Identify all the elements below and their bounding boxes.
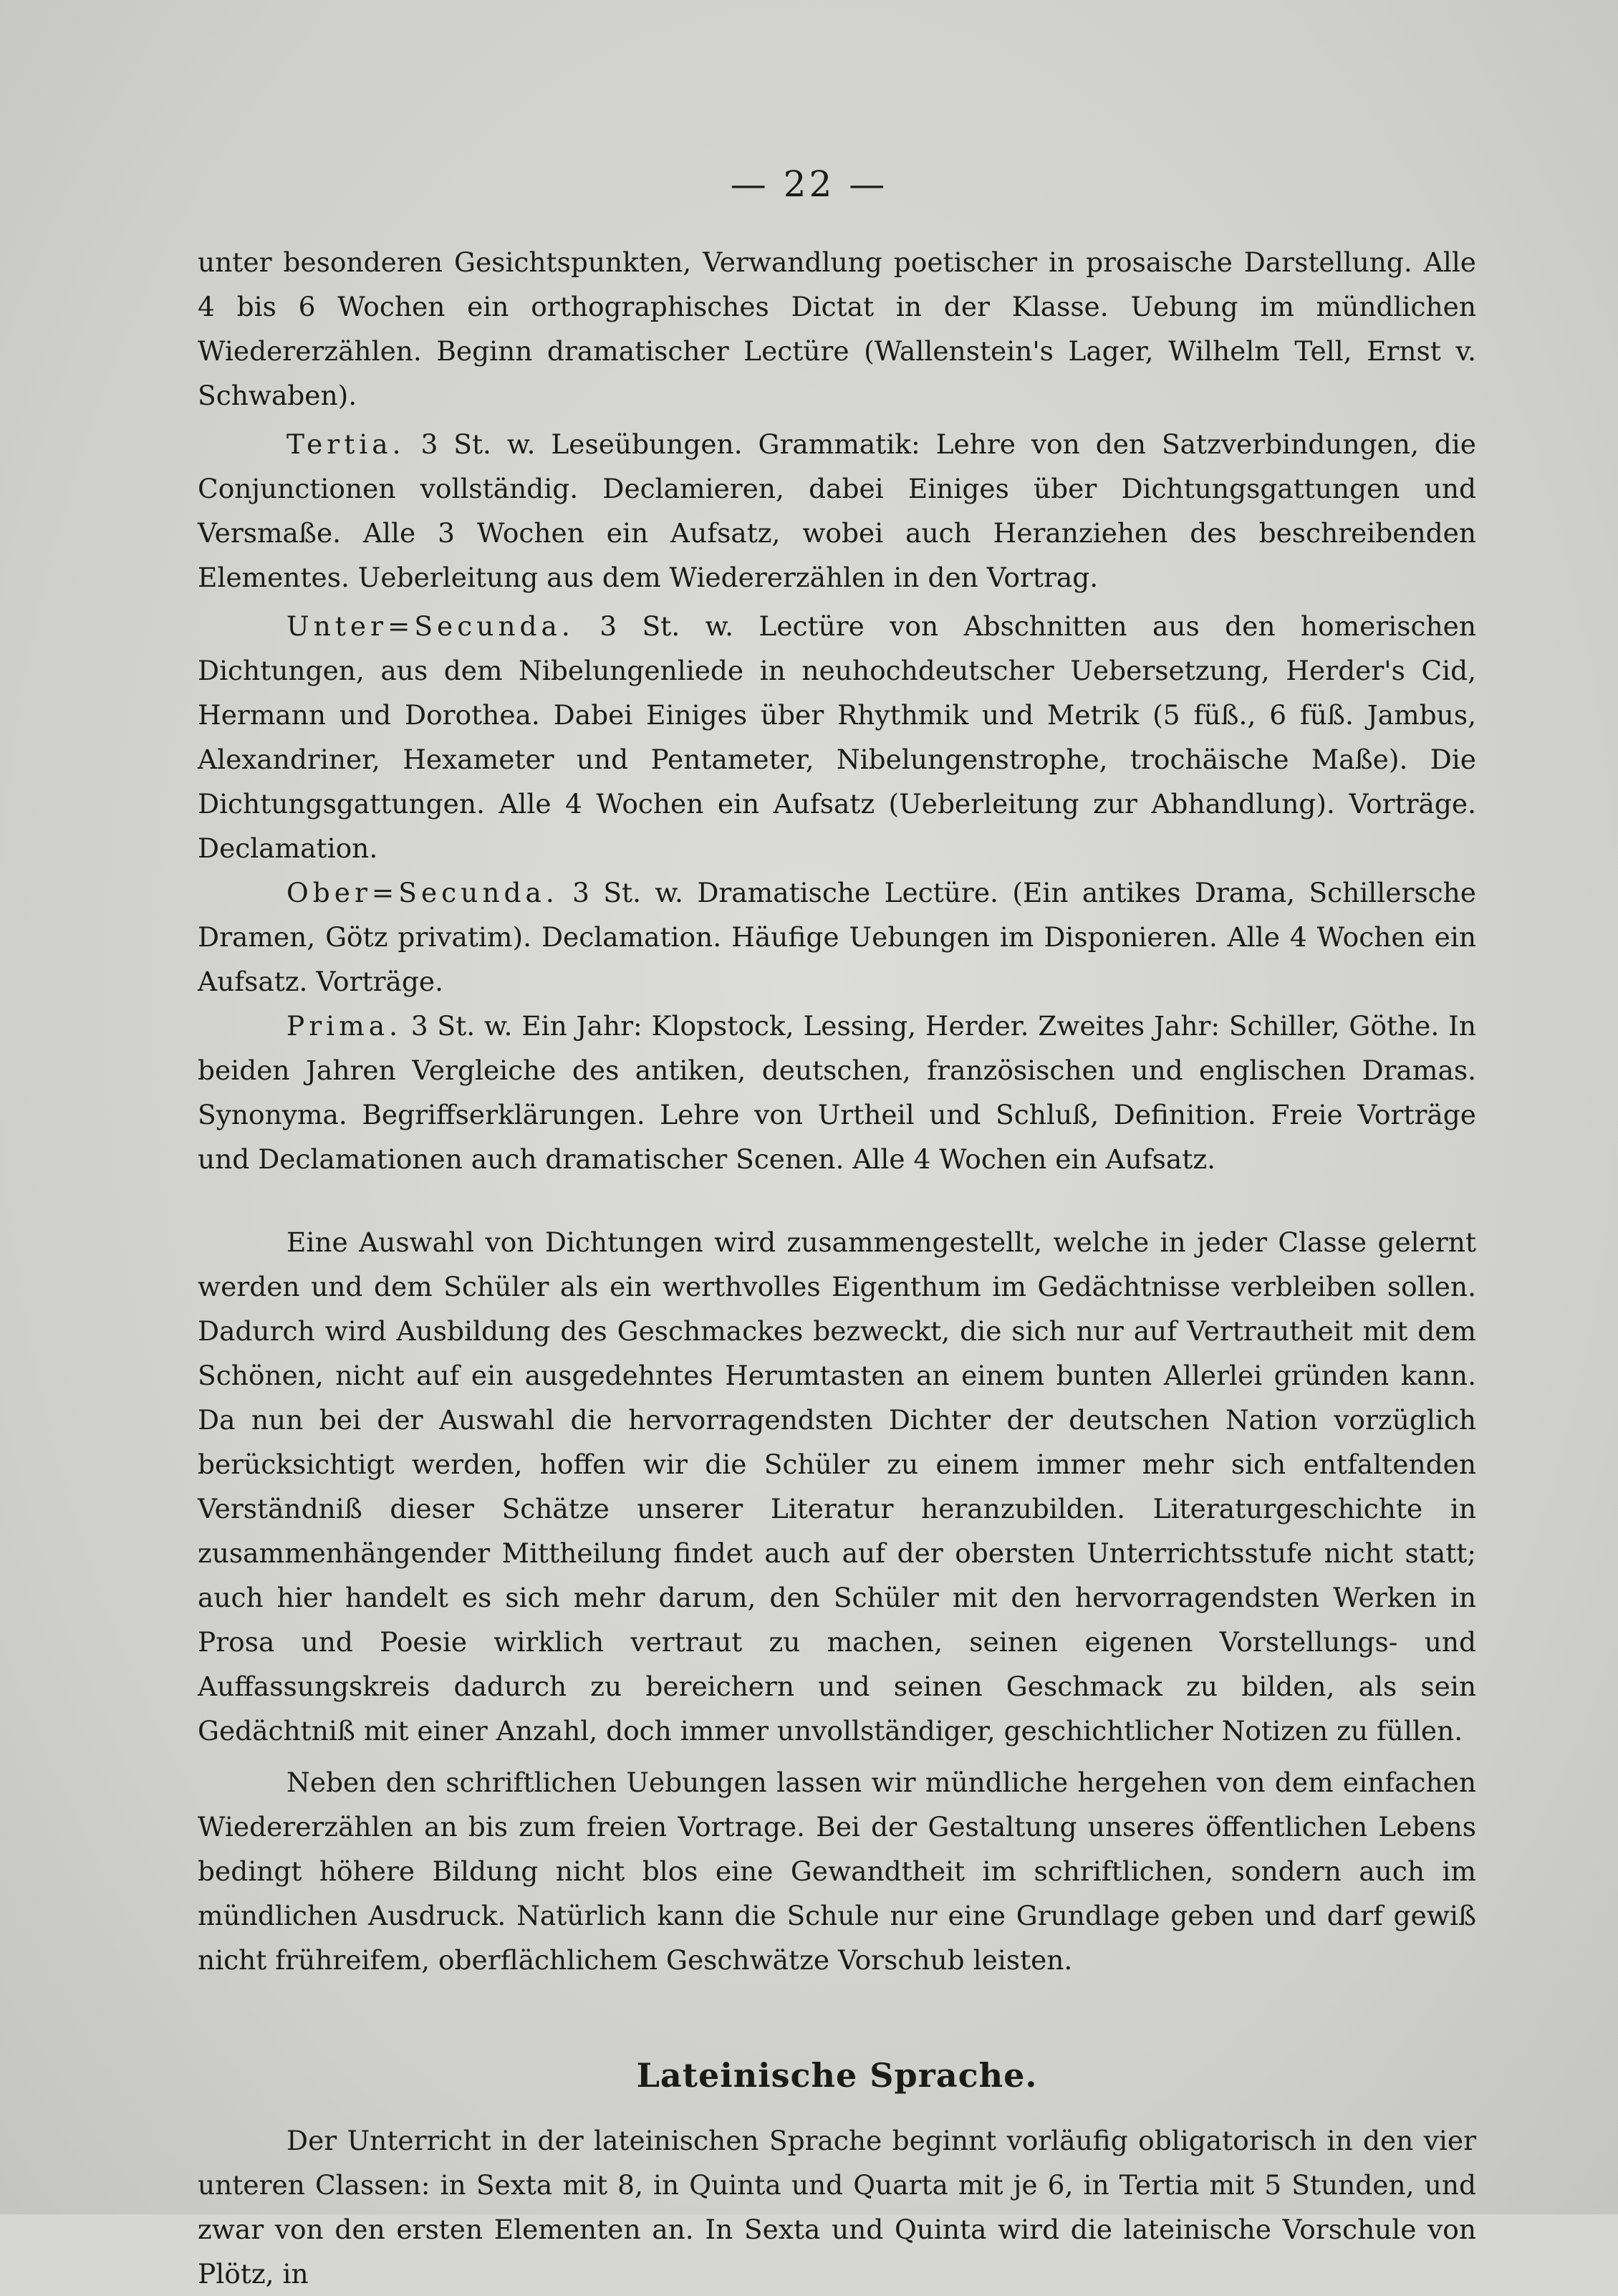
paragraph-text: unter besonderen Gesichtspunkten, Verwandlung poetischer in prosaische Darstellung. Alle 4 bis 6 Wochen ein orthographisches Dictat in der Klasse. Uebung im mündlichen Wiedererzählen. Beginn dramatischer Lectüre (Wallenstein's Lager, Wilhelm Tell, Ernst v. Schwaben). [198,246,1476,411]
page-body [198,240,1476,2296]
paragraph-ober-secunda [198,870,1476,1004]
class-label-ober-secunda: Ober=Secunda. [286,877,559,908]
paragraph-text: 3 St. w. Dramatische Lectüre. (Ein antikes Drama, Schillersche Dramen, Götz privatim). Declamation. Häufige Uebungen im Disponieren. Alle 4 Wochen ein Aufsatz. Vorträge. [198,877,1476,997]
paragraph-text: Neben den schriftlichen Uebungen lassen wir mündliche hergehen von dem einfachen Wiedererzählen an bis zum freien Vortrage. Bei der Gestaltung unseres öffentlichen Lebens bedingt höhere Bildung nicht blos eine Gewandtheit im schriftlichen, sondern auch im mündlichen Ausdruck. Natürlich kann die Schule nur eine Grundlage geben und darf gewiß nicht frühreifem, oberflächlichem Geschwätze Vorschub leisten. [198,1767,1476,1976]
paragraph-text: 3 St. w. Ein Jahr: Klopstock, Lessing, Herder. Zweites Jahr: Schiller, Göthe. In beiden Jahren Vergleiche des antiken, deutschen, französischen und englischen Dramas. Synonyma. Begriffserklärungen. Lehre von Urtheil und Schluß, Definition. Freie Vorträge und Declamationen auch dramatischer Scenen. Alle 4 Wochen ein Aufsatz. [198,1010,1476,1175]
paragraph-text: 3 St. w. Lectüre von Abschnitten aus den homerischen Dichtungen, aus dem Nibelungenliede in neuhochdeutscher Uebersetzung, Herder's Cid, Hermann und Dorothea. Dabei Einiges über Rhythmik und Metrik (5 füß., 6 füß. Jambus, Alexandriner, Hexameter und Pentameter, Nibelungenstrophe, trochäische Maße). Die Dichtungsgattungen. Alle 4 Wochen ein Aufsatz (Ueberleitung zur Abhandlung). Vorträge. Declamation. [198,610,1476,864]
paragraph-prima [198,1004,1476,1181]
paragraph-text: Eine Auswahl von Dichtungen wird zusammengestellt, welche in jeder Classe gelernt werden und dem Schüler als ein werthvolles Eigenthum im Gedächtnisse verbleiben sollen. Dadurch wird Ausbildung des Geschmackes bezweckt, die sich nur auf Vertrautheit mit dem Schönen, nicht auf ein ausgedehntes Herumtasten an einem bunten Allerlei gründen kann. Da nun bei der Auswahl die hervorragendsten Dichter der deutschen Nation vorzüglich berücksichtigt werden, hoffen wir die Schüler zu einem immer mehr sich entfaltenden Verständniß dieser Schätze unserer Literatur heranzubilden. Literaturgeschichte in zusammenhängender Mittheilung findet auch auf der obersten Unterrichtsstufe nicht statt; auch hier handelt es sich mehr darum, den Schüler mit den hervorragendsten Werken in Prosa und Poesie wirklich vertraut zu machen, seinen eigenen Vorstellungs- und Auffassungskreis dadurch zu bereichern und seinen Geschmack zu bilden, als sein Gedächtniß mit einer Anzahl, doch immer unvollständiger, geschichtlicher Notizen zu füllen. [198,1226,1476,1747]
paragraph-tertia [198,422,1476,600]
paragraph-dichtungen-auswahl [198,1220,1476,1753]
section-heading: Lateinische Sprache. [636,2056,1038,2095]
paragraph-unter-secunda [198,604,1476,870]
paragraph-latein [198,2118,1476,2296]
paragraph-deutsch-continuation [198,240,1476,418]
class-label-tertia: Tertia. [286,428,405,460]
class-label-unter-secunda: Unter=Secunda. [286,610,574,642]
class-label-prima: Prima. [286,1010,402,1042]
paragraph-text: Der Unterricht in der lateinischen Sprache beginnt vorläufig obligatorisch in den vier unteren Classen: in Sexta mit 8, in Quinta und Quarta mit je 6, in Tertia mit 5 Stunden, und zwar von den ersten Elementen an. In Sexta und Quinta wird die lateinische Vorschule von Plötz, in [198,2125,1476,2290]
paragraph-muendliche-uebungen [198,1760,1476,1982]
page-number: — 22 — [730,163,888,205]
paragraph-text: 3 St. w. Leseübungen. Grammatik: Lehre von den Satzverbindungen, die Conjunctionen vollständig. Declamieren, dabei Einiges über Dichtungsgattungen und Versmaße. Alle 3 Wochen ein Aufsatz, wobei auch Heranziehen des beschreibenden Elementes. Ueberleitung aus dem Wiedererzählen in den Vortrag. [198,428,1476,593]
